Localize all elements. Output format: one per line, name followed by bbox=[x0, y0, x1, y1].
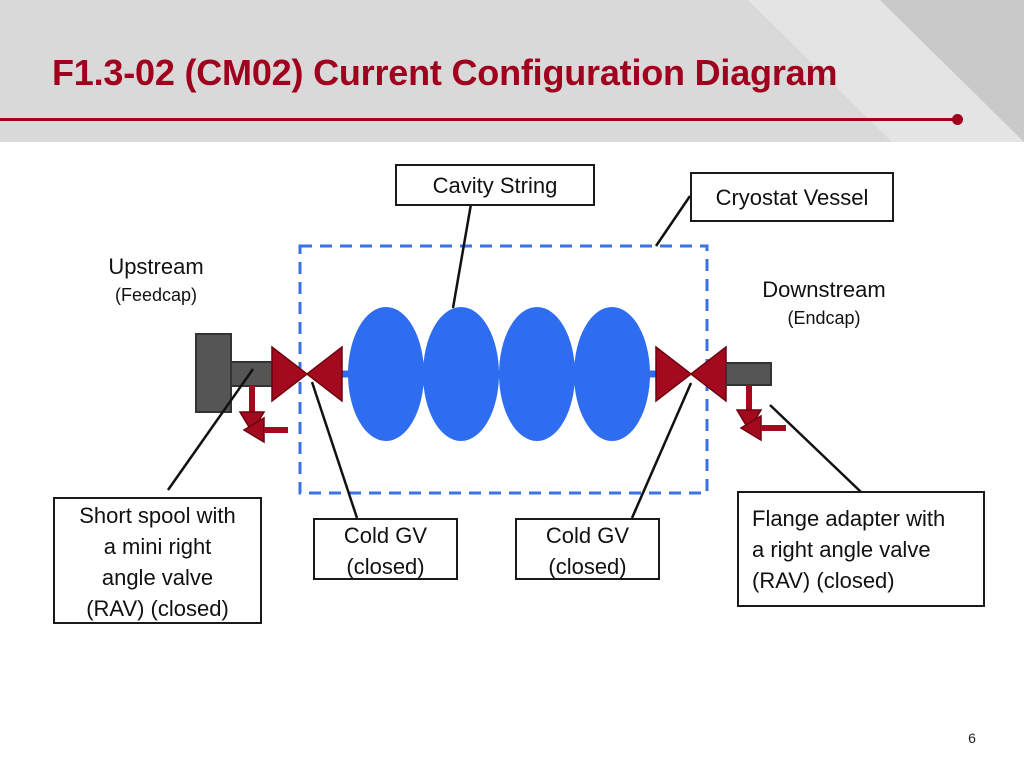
upstream-label-sub: (Feedcap) bbox=[114, 285, 198, 305]
callout-short-spool-line-2: a mini right bbox=[103, 534, 212, 559]
upstream-spool-flange bbox=[196, 334, 231, 412]
leader-cryostat-vessel bbox=[656, 196, 690, 246]
upstream-label-title: Upstream bbox=[108, 254, 204, 279]
cavity-cell-4 bbox=[574, 307, 650, 441]
downstream-flange-adapter bbox=[726, 363, 771, 385]
leader-cold-gv-upstream bbox=[312, 382, 357, 518]
upstream-label bbox=[90, 252, 222, 308]
callout-cold-gv-downstream-line-2: (closed) bbox=[548, 554, 627, 579]
page-number: 6 bbox=[968, 730, 976, 746]
callout-cold-gv-downstream bbox=[515, 518, 660, 580]
callout-cryostat-vessel bbox=[690, 172, 894, 222]
callout-cold-gv-upstream-line-1: Cold GV bbox=[343, 523, 428, 548]
callout-flange-adapter-line-2: a right angle valve bbox=[752, 537, 931, 562]
cavity-cell-3 bbox=[499, 307, 575, 441]
upstream-cold-gv-icon bbox=[272, 347, 342, 401]
callout-cavity-string-text: Cavity String bbox=[432, 173, 558, 198]
callout-cryostat-vessel-text: Cryostat Vessel bbox=[715, 185, 869, 210]
downstream-label-sub: (Endcap) bbox=[787, 308, 861, 328]
cavity-cell-2 bbox=[423, 307, 499, 441]
callout-flange-adapter-line-1: Flange adapter with bbox=[752, 506, 946, 531]
callout-flange-adapter bbox=[737, 491, 985, 607]
callout-flange-adapter-line-3: (RAV) (closed) bbox=[752, 568, 895, 593]
downstream-label-title: Downstream bbox=[762, 277, 886, 302]
downstream-label bbox=[748, 275, 900, 331]
callout-short-spool-line-4: (RAV) (closed) bbox=[86, 596, 229, 621]
callout-short-spool-line-3: angle valve bbox=[101, 565, 214, 590]
leader-cavity-string bbox=[453, 204, 471, 308]
callout-cold-gv-upstream bbox=[313, 518, 458, 580]
leader-flange-adapter bbox=[770, 405, 861, 492]
downstream-cold-gv-icon bbox=[656, 347, 726, 401]
callout-cold-gv-downstream-line-1: Cold GV bbox=[545, 523, 630, 548]
callout-short-spool bbox=[53, 497, 262, 624]
upstream-spool-pipe bbox=[231, 362, 275, 386]
callout-cold-gv-upstream-line-2: (closed) bbox=[346, 554, 425, 579]
slide-title: F1.3-02 (CM02) Current Configuration Diagram bbox=[52, 52, 838, 93]
callout-cavity-string bbox=[395, 164, 595, 206]
cavity-cell-1 bbox=[348, 307, 424, 441]
callout-short-spool-line-1: Short spool with bbox=[79, 503, 236, 528]
